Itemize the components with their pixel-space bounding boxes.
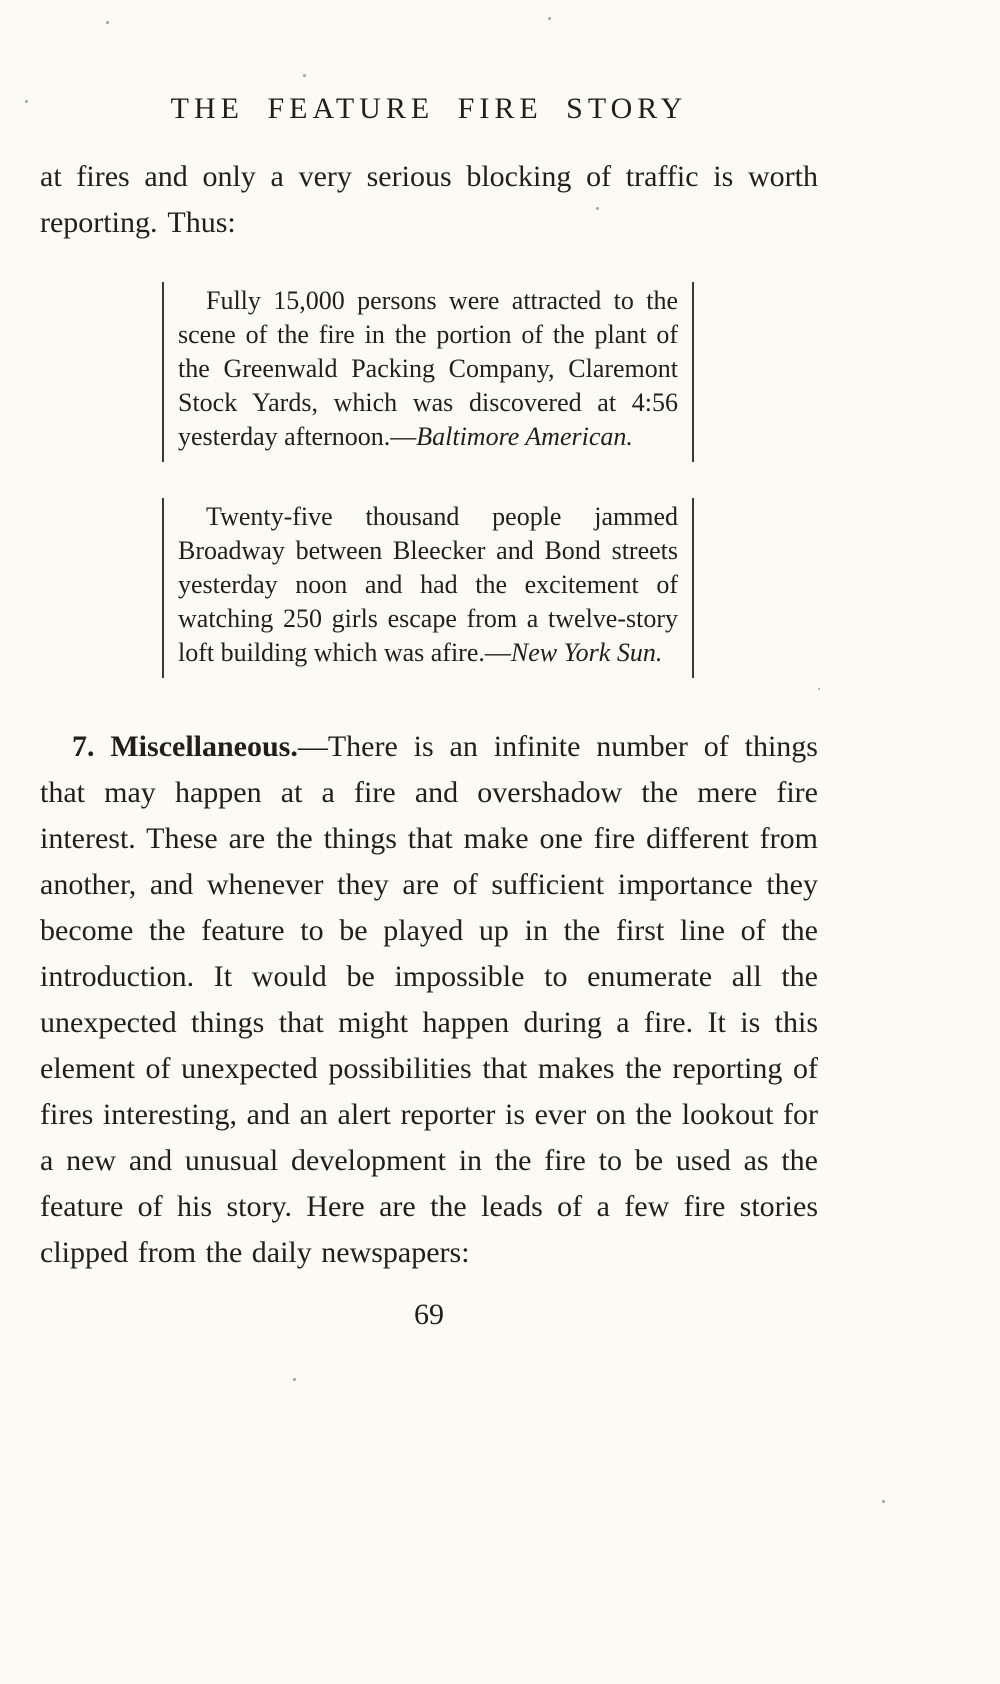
section-heading: 7. Miscellaneous. <box>72 730 298 763</box>
intro-paragraph: at fires and only a very serious blocking of traffic is worth reporting. Thus: <box>40 160 818 239</box>
scan-speck <box>882 1500 885 1503</box>
blockquote-baltimore-american <box>162 282 694 462</box>
scan-speck <box>293 1378 296 1381</box>
quote-source: New York Sun. <box>510 638 663 667</box>
quote-source: Baltimore American. <box>416 422 633 451</box>
scan-speck <box>548 17 551 20</box>
section-body: —There is an infinite number of things that may happen at a fire and overshadow the mere fire interest. These are the things that make one fire different from another, and whenever they are of sufficient importance they become the feature to be played up in the first line of the introduction. It would be impossible to enumerate all the unexpected things that might happen during a fire. It is this element of unexpected possibilities that makes the reporting of fires interesting, and an alert reporter is ever on the lookout for a new and unusual development in the fire to be used as the feature of his story. Here are the leads of a few fire stories clipped from the daily newspapers: <box>40 730 818 1269</box>
quote-text: Twenty-five thousand people jammed Broadway between Bleecker and Bond streets yesterday noon and had the excitement of watching 250 girls escape from a twelve-story loft building which was afire.— <box>178 502 678 667</box>
scan-speck <box>596 207 599 210</box>
page-title: THE FEATURE FIRE STORY <box>170 92 688 125</box>
section-paragraph <box>40 724 818 1276</box>
page-number: 69 <box>414 1298 444 1331</box>
scan-speck <box>106 21 109 24</box>
quote-text: Fully 15,000 persons were attracted to the scene of the fire in the portion of the plant of the Greenwald Packing Company, Claremont Stock Yards, which was discovered at 4:56 yesterday afternoon.— <box>178 286 678 451</box>
scan-speck <box>25 100 28 103</box>
scan-speck <box>303 74 306 77</box>
quote-paragraph <box>178 500 678 670</box>
quote-paragraph <box>178 284 678 454</box>
blockquote-new-york-sun <box>162 498 694 678</box>
scan-speck <box>818 688 820 690</box>
